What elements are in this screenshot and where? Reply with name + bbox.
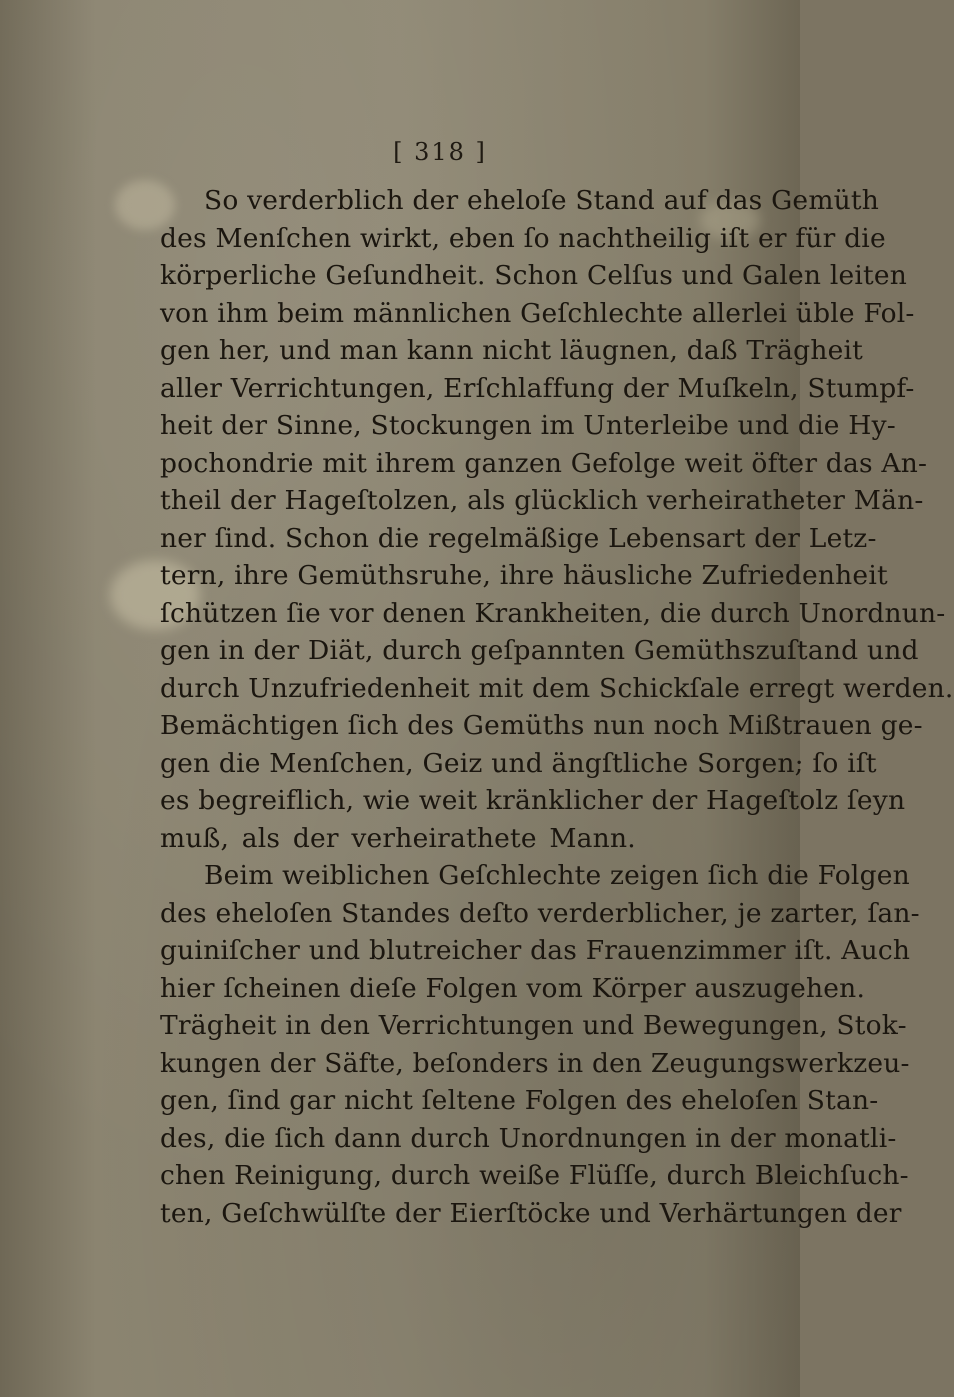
text-line: tern, ihre Gemüthsruhe, ihre häusliche Zufriedenheit (160, 560, 888, 591)
text-line: Trägheit in den Verrichtungen und Bewegungen, Stok- (160, 1010, 907, 1041)
text-line: gen in der Diät, durch geſpannten Gemüthszuſtand und (160, 635, 919, 666)
text-line: ten, Geſchwülſte der Eierſtöcke und Verhärtungen der (160, 1197, 902, 1229)
text-line: gen, ſind gar nicht ſeltene Folgen des eheloſen Stan- (160, 1085, 879, 1116)
text-line: ner ſind. Schon die regelmäßige Lebensart der Letz- (160, 522, 877, 554)
page-number: [ 318 ] (393, 138, 487, 166)
text-line: es begreiflich, wie weit kränklicher der Hageſtolz ſeyn (160, 785, 906, 816)
text-line: So verderblich der eheloſe Stand auf das Gemüth (204, 185, 880, 216)
text-line: muß, als der verheirathete Mann. (160, 822, 636, 854)
text-line: ſchützen ſie vor denen Krankheiten, die durch Unordnun- (160, 597, 946, 629)
text-line: von ihm beim männlichen Geſchlechte allerlei üble Fol- (160, 297, 915, 329)
text-line: gen die Menſchen, Geiz und ängſtliche Sorgen; ſo iſt (160, 747, 877, 779)
text-line: heit der Sinne, Stockungen im Unterleibe und die Hy- (160, 410, 896, 441)
text-line: theil der Hageſtolzen, als glücklich verheiratheter Män- (160, 485, 924, 516)
text-line: aller Verrichtungen, Erſchlaffung der Muſkeln, Stumpf- (160, 372, 915, 404)
text-line: gen her, und man kann nicht läugnen, daß Trägheit (160, 335, 864, 366)
text-line: körperliche Geſundheit. Schon Celſus und Galen leiten (160, 260, 908, 291)
text-line: kungen der Säfte, beſonders in den Zeugungswerkzeu- (160, 1047, 910, 1079)
text-line: Bemächtigen ſich des Gemüths nun noch Mißtrauen ge- (160, 710, 923, 741)
text-line: des, die ſich dann durch Unordnungen in der monatli- (160, 1122, 897, 1154)
text-line: chen Reinigung, durch weiße Flüſſe, durch Bleichſuch- (160, 1160, 909, 1191)
text-line: durch Unzufriedenheit mit dem Schickſale erregt werden. (160, 672, 954, 704)
text-line: Beim weiblichen Geſchlechte zeigen ſich die Folgen (204, 860, 910, 891)
text-line: pochondrie mit ihrem ganzen Gefolge weit öfter das An- (160, 447, 928, 479)
body-text (160, 182, 954, 1232)
text-line: guiniſcher und blutreicher das Frauenzimmer iſt. Auch (160, 935, 911, 966)
text-line: des Menſchen wirkt, eben ſo nachtheilig iſt er für die (160, 222, 886, 254)
text-line: hier ſcheinen dieſe Folgen vom Körper auszugehen. (160, 972, 866, 1004)
text-line: des eheloſen Standes deſto verderblicher, je zarter, ſan- (160, 897, 920, 929)
